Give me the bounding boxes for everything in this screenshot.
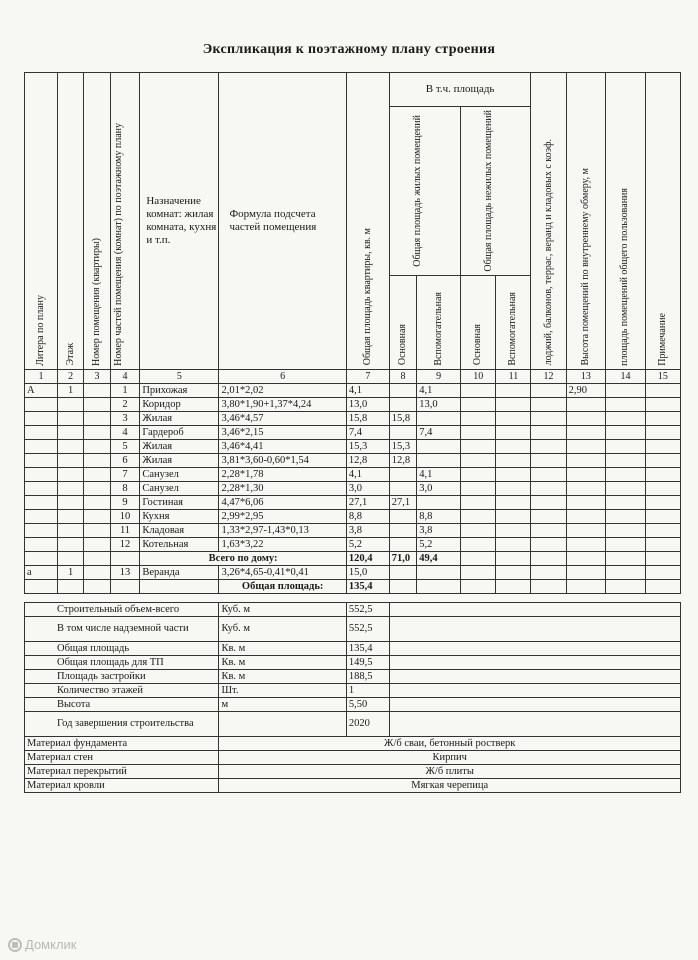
col-header-2: Этаж [57, 73, 83, 370]
material-row: Материал перекрытий Ж/б плиты [25, 764, 681, 778]
parameter-row: Строительный объем-всего Куб. м 552,5 [25, 602, 681, 616]
col-header-10: Основная [461, 275, 496, 369]
domclick-logo-icon [8, 938, 22, 952]
parameter-row: Площадь застройки Кв. м 188,5 [25, 669, 681, 683]
watermark: Домклик [8, 937, 77, 952]
total-row: Всего по дому: 120,4 71,0 49,4 [25, 551, 681, 565]
room-row: 9 Гостиная 4,47*6,06 27,1 27,1 [25, 495, 681, 509]
col-header-14: площадь помещений общего пользования [606, 73, 646, 370]
parameter-row: Общая площадь для ТП Кв. м 149,5 [25, 655, 681, 669]
sub-header-nonliving: Общая площадь нежилых помещений [461, 107, 531, 276]
room-row: 10 Кухня 2,99*2,95 8,8 8,8 [25, 509, 681, 523]
parameter-row: Высота м 5,50 [25, 697, 681, 711]
room-row: 3 Жилая 3,46*4,57 15,8 15,8 [25, 411, 681, 425]
col-header-13: Высота помещений по внутреннему обмеру, м [566, 73, 606, 370]
room-row: 8 Санузел 2,28*1,30 3,0 3,0 [25, 481, 681, 495]
explication-table [24, 72, 681, 793]
col-header-8: Основная [389, 275, 416, 369]
overall-row: Общая площадь: 135,4 [25, 579, 681, 593]
col-header-9: Вспомогательная [417, 275, 461, 369]
col-header-1: Литера по плану [25, 73, 58, 370]
room-row: 2 Коридор 3,80*1,90+1,37*4,24 13,0 13,0 [25, 397, 681, 411]
parameter-row: Год завершения строительства 2020 [25, 711, 681, 736]
column-numbers-row: 1 2 3 4 5 6 7 8 9 10 11 12 13 14 15 [25, 369, 681, 383]
col-header-11: Вспомогательная [496, 275, 531, 369]
sub-header-living: Общая площадь жилых помещений [389, 107, 460, 276]
parameter-row: Общая площадь Кв. м 135,4 [25, 641, 681, 655]
room-row: 4 Гардероб 3,46*2,15 7,4 7,4 [25, 425, 681, 439]
col-header-group: В т.ч. площадь [389, 73, 531, 107]
material-row: Материал фундамента Ж/б сваи, бетонный ростверк [25, 736, 681, 750]
material-row: Материал кровли Мягкая черепица [25, 778, 681, 792]
room-row: 5 Жилая 3,46*4,41 15,3 15,3 [25, 439, 681, 453]
col-header-6: Формула подсчета частей помещения [219, 73, 346, 370]
room-row: А 1 1 Прихожая 2,01*2,02 4,1 4,1 2,90 [25, 383, 681, 397]
parameter-row: Количество этажей Шт. 1 [25, 683, 681, 697]
veranda-row: а 1 13 Веранда 3,26*4,65-0,41*0,41 15,0 [25, 565, 681, 579]
room-row: 7 Санузел 2,28*1,78 4,1 4,1 [25, 467, 681, 481]
room-row: 11 Кладовая 1,33*2,97-1,43*0,13 3,8 3,8 [25, 523, 681, 537]
col-header-3: Номер помещения (квартиры) [84, 73, 110, 370]
room-row: 6 Жилая 3,81*3,60-0,60*1,54 12,8 12,8 [25, 453, 681, 467]
parameter-row: В том числе надземной части Куб. м 552,5 [25, 616, 681, 641]
col-header-7: Общая площадь квартиры, кв. м [346, 73, 389, 370]
col-header-12: лоджий, балконов, террас, веранд и кладовых с коэф. [531, 73, 566, 370]
col-header-4: Номер частей помещения (комнат) по поэтажному плану [110, 73, 140, 370]
document-title: Экспликация к поэтажному плану строения [202, 42, 496, 57]
col-header-5: Назначение комнат: жилая комната, кухня и т.п. [140, 73, 219, 370]
col-header-15: Примечание [645, 73, 680, 370]
material-row: Материал стен Кирпич [25, 750, 681, 764]
room-row: 12 Котельная 1,63*3,22 5,2 5,2 [25, 537, 681, 551]
